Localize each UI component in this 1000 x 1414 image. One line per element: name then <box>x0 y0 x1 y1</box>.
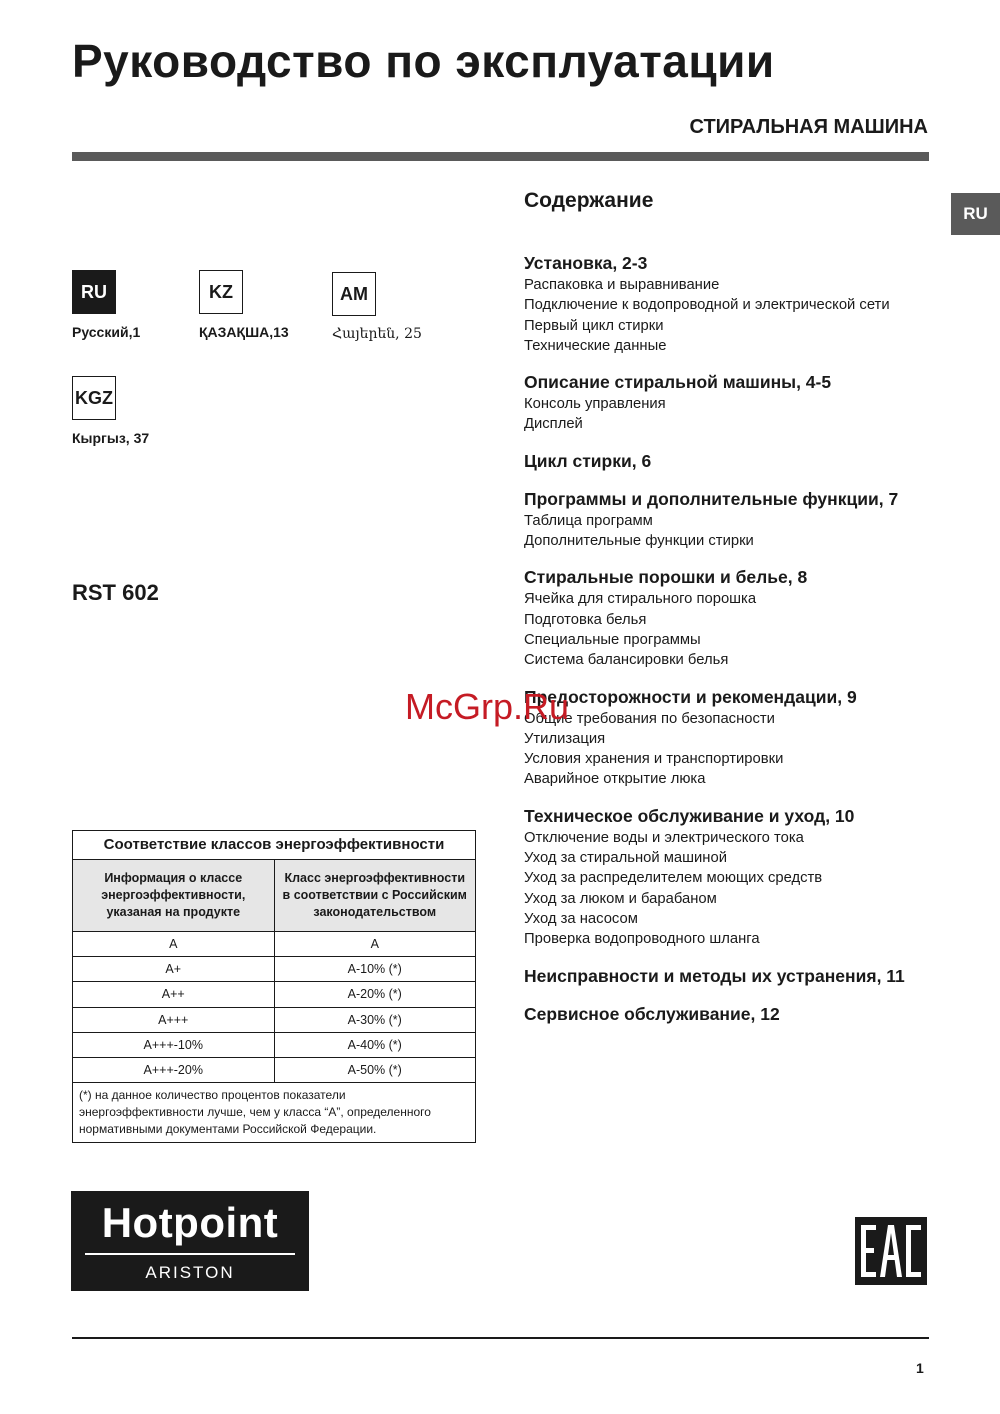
toc-item[interactable]: Утилизация <box>524 730 606 747</box>
toc-item[interactable]: Первый цикл стирки <box>524 317 664 334</box>
language-am[interactable] <box>332 272 422 342</box>
toc-item[interactable]: Подключение к водопроводной и электрической сети <box>524 297 890 314</box>
language-label: Հայերեն, 25 <box>332 326 422 342</box>
header-divider <box>72 152 929 161</box>
toc-section-title[interactable]: Описание стиральной машины, 4-5 <box>524 372 832 393</box>
toc-section <box>524 488 944 552</box>
language-code-box: KGZ <box>72 376 116 420</box>
eac-icon <box>855 1217 927 1285</box>
model-name: RST 602 <box>72 580 159 605</box>
toc-section <box>524 252 944 356</box>
table-cell: A+++ <box>73 1008 275 1032</box>
hotpoint-ariston-logo <box>71 1191 309 1291</box>
toc-section <box>524 686 944 790</box>
toc-item[interactable]: Специальные программы <box>524 631 701 648</box>
table-cell: A-50% (*) <box>347 1063 402 1078</box>
table-of-contents <box>524 252 944 1041</box>
language-ru[interactable] <box>72 270 140 340</box>
toc-section-title[interactable]: Установка, 2-3 <box>524 253 648 273</box>
document-subtitle: СТИРАЛЬНАЯ МАШИНА <box>689 116 928 138</box>
toc-item[interactable]: Дополнительные функции стирки <box>524 533 754 550</box>
watermark: McGrp.Ru <box>405 686 570 727</box>
table-cell: A+++-10% <box>73 1033 275 1057</box>
toc-section <box>524 805 944 950</box>
table-row <box>73 1033 475 1058</box>
energy-col1-header: Информация о классе энергоэффективности, указаная на продукте <box>73 860 275 931</box>
toc-item[interactable]: Таблица программ <box>524 512 653 529</box>
toc-section <box>524 371 944 435</box>
toc-section-title[interactable]: Техническое обслуживание и уход, 10 <box>524 805 855 826</box>
language-kz[interactable] <box>199 270 289 340</box>
toc-item[interactable]: Уход за люком и барабаном <box>524 890 717 907</box>
toc-item[interactable]: Проверка водопроводного шланга <box>524 931 760 948</box>
eac-certification-mark <box>855 1217 927 1285</box>
language-code-box: KZ <box>199 270 243 314</box>
footer-divider <box>72 1337 929 1339</box>
toc-section <box>524 566 944 670</box>
table-row <box>73 932 475 957</box>
toc-section-title[interactable]: Программы и дополнительные функции, 7 <box>524 488 899 509</box>
toc-section-title[interactable]: Цикл стирки, 6 <box>524 450 652 471</box>
language-kgz[interactable] <box>72 376 149 446</box>
language-label: Кыргыз, 37 <box>72 430 150 446</box>
table-cell: A++ <box>73 982 275 1006</box>
toc-section <box>524 1003 944 1026</box>
toc-item[interactable]: Дисплей <box>524 416 583 433</box>
page-title: Руководство по эксплуатации <box>72 35 775 87</box>
toc-item[interactable]: Подготовка белья <box>524 611 647 628</box>
toc-item[interactable]: Система балансировки белья <box>524 652 729 669</box>
table-cell: A-40% (*) <box>347 1037 402 1052</box>
table-cell: A-20% (*) <box>347 987 402 1002</box>
table-cell: A-30% (*) <box>347 1012 402 1027</box>
table-cell: A <box>370 937 379 952</box>
table-row <box>73 957 475 982</box>
language-code-box: AM <box>332 272 376 316</box>
toc-item[interactable]: Отключение воды и электрического тока <box>524 829 804 846</box>
toc-section <box>524 965 944 988</box>
toc-item[interactable]: Технические данные <box>524 337 667 354</box>
toc-section-title[interactable]: Стиральные порошки и белье, 8 <box>524 567 808 588</box>
logo-brand-text: Hotpoint <box>101 1199 279 1246</box>
toc-section-title[interactable]: Неисправности и методы их устранения, 11 <box>524 965 905 986</box>
energy-col2-header: Класс энергоэффективности в соответствии с Российским законодательством <box>282 871 467 919</box>
table-cell: A <box>73 932 275 956</box>
toc-section <box>524 450 944 473</box>
table-row <box>73 1058 475 1083</box>
language-side-tab: RU <box>951 193 1000 235</box>
energy-table-footnote: (*) на данное количество процентов показатели энергоэффективности лучше, чем у класса “A”, определенного нормативными документами Российской Федерации. <box>79 1088 431 1137</box>
table-cell: A+ <box>73 957 275 981</box>
toc-heading: Содержание <box>524 189 654 212</box>
table-cell: A-10% (*) <box>347 962 402 977</box>
toc-item[interactable]: Уход за распределителем моющих средств <box>524 870 823 887</box>
logo-divider <box>85 1253 295 1255</box>
toc-item[interactable]: Ячейка для стирального порошка <box>524 591 757 608</box>
energy-table-title: Соответствие классов энергоэффективности <box>73 831 475 860</box>
toc-item[interactable]: Общие требования по безопасности <box>524 710 775 727</box>
table-row <box>73 982 475 1007</box>
energy-class-table <box>72 830 476 1143</box>
toc-section-title[interactable]: Предосторожности и рекомендации, 9 <box>524 686 857 707</box>
toc-item[interactable]: Консоль управления <box>524 396 666 413</box>
page-number: 1 <box>916 1360 924 1376</box>
energy-table-header <box>73 860 475 932</box>
toc-section-title[interactable]: Сервисное обслуживание, 12 <box>524 1003 780 1024</box>
language-code-box: RU <box>72 270 116 314</box>
toc-item[interactable]: Условия хранения и транспортировки <box>524 751 784 768</box>
language-label: Русский,1 <box>72 324 141 340</box>
toc-item[interactable]: Аварийное открытие люка <box>524 771 706 788</box>
toc-item[interactable]: Уход за стиральной машиной <box>524 850 727 867</box>
logo-sub-text: ARISTON <box>145 1263 235 1282</box>
language-label: ҚАЗАҚША,13 <box>199 324 289 340</box>
table-cell: A+++-20% <box>73 1058 275 1082</box>
toc-item[interactable]: Уход за насосом <box>524 910 638 927</box>
table-row <box>73 1008 475 1033</box>
toc-item[interactable]: Распаковка и выравнивание <box>524 277 720 293</box>
